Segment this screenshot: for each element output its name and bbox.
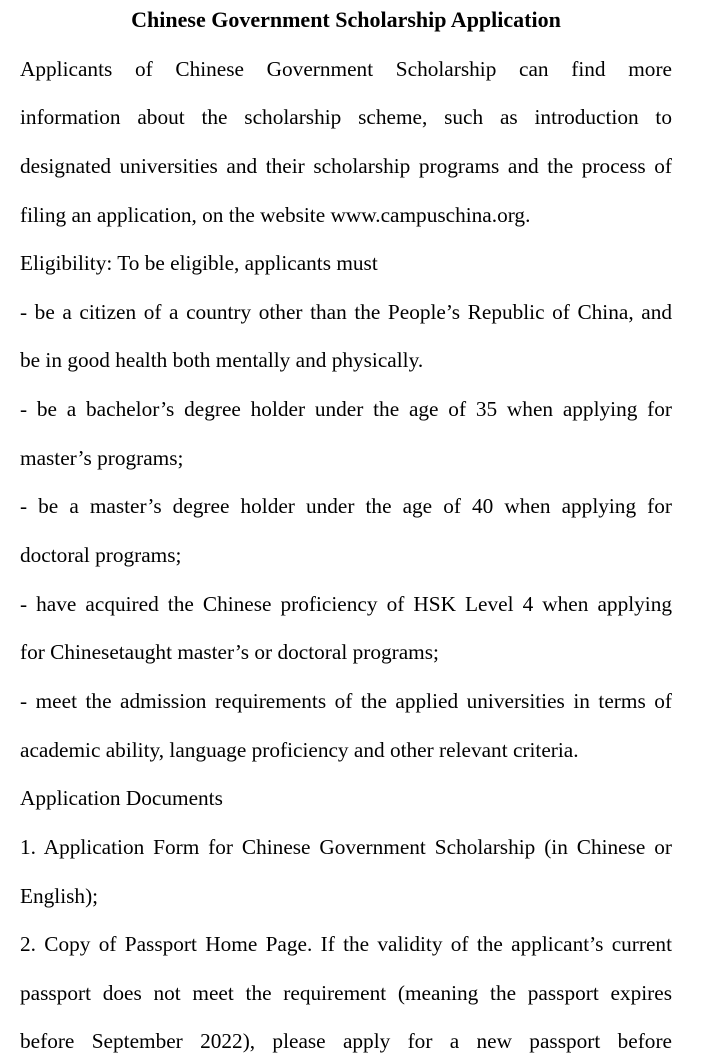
paragraph	[20, 580, 672, 677]
text-line: designated universities and their scholarship programs and the process of	[20, 153, 672, 178]
text-line: master’s programs;	[20, 445, 184, 470]
text-line: Eligibility: To be eligible, applicants must	[20, 251, 378, 276]
paragraph	[20, 45, 672, 240]
paragraph	[20, 920, 672, 1062]
document-content	[20, 0, 672, 1062]
text-line: - be a bachelor’s degree holder under the age of 35 when applying for	[20, 397, 672, 422]
text-line: - be a master’s degree holder under the age of 40 when applying for	[20, 494, 672, 519]
text-line: Applicants of Chinese Government Scholarship can find more	[20, 56, 672, 81]
text-line: information about the scholarship scheme, such as introduction to	[20, 105, 672, 130]
paragraph	[20, 288, 672, 385]
text-line: Application Documents	[20, 786, 223, 811]
text-line: English);	[20, 883, 99, 908]
text-line: filing an application, on the website www.campuschina.org.	[20, 202, 531, 227]
paragraph	[20, 677, 672, 774]
text-line: be in good health both mentally and physically.	[20, 348, 424, 373]
text-line: 2. Copy of Passport Home Page. If the validity of the applicant’s current	[20, 932, 672, 957]
text-line: academic ability, language proficiency and other relevant criteria.	[20, 737, 579, 762]
paragraph	[20, 385, 672, 482]
text-line: before September 2022), please apply for a new passport before	[20, 1029, 672, 1054]
text-line: - be a citizen of a country other than the People’s Republic of China, and	[20, 299, 672, 324]
text-line: for Chinesetaught master’s or doctoral programs;	[20, 640, 439, 665]
text-line: 1. Application Form for Chinese Government Scholarship (in Chinese or	[20, 834, 672, 859]
text-line: - meet the admission requirements of the applied universities in terms of	[20, 688, 672, 713]
document-body	[20, 45, 672, 1062]
paragraph	[20, 482, 672, 579]
paragraph	[20, 774, 672, 823]
text-line: doctoral programs;	[20, 543, 182, 568]
document-title: Chinese Government Scholarship Application	[131, 7, 561, 32]
paragraph	[20, 823, 672, 920]
paragraph	[20, 239, 672, 288]
text-line: passport does not meet the requirement (meaning the passport expires	[20, 980, 672, 1005]
text-line: - have acquired the Chinese proficiency of HSK Level 4 when applying	[20, 591, 672, 616]
